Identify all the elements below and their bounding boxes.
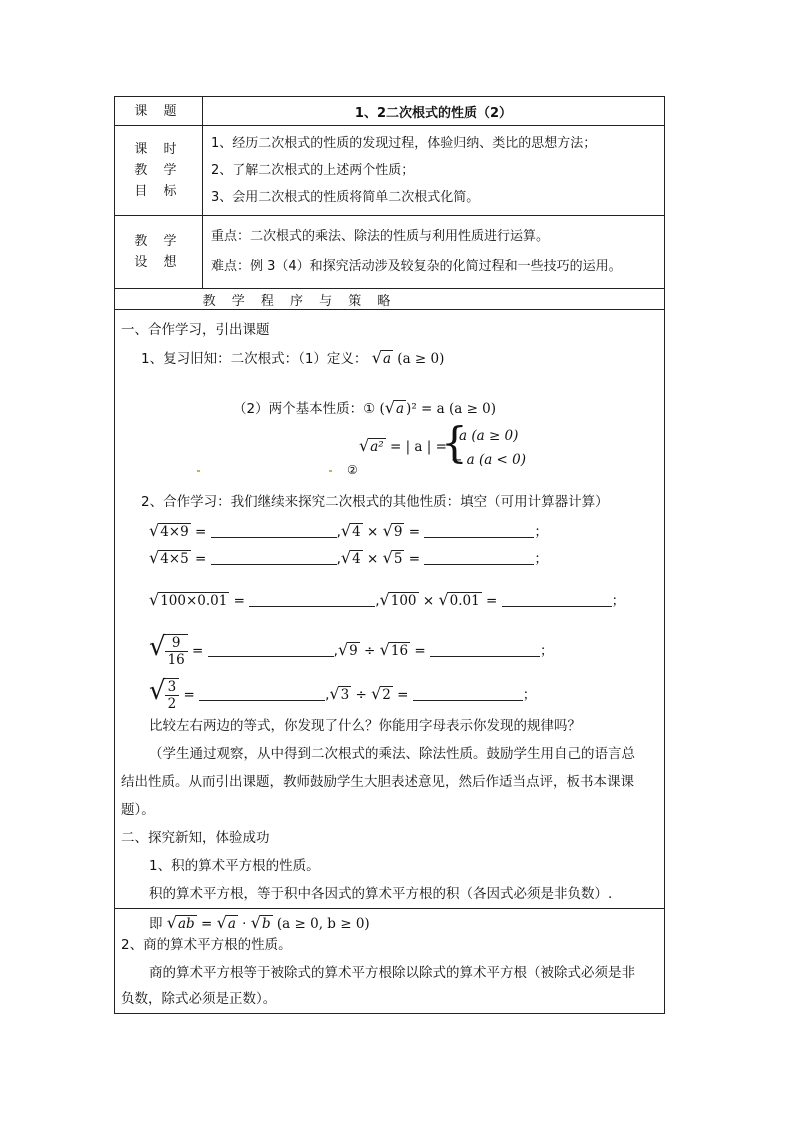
goal-item: 1、经历二次根式的性质的发现过程，体验归纳、类比的思想方法； [211,136,597,151]
lesson-title: 1、2二次根式的性质（2） [203,97,665,126]
goals-label: 课 时 教 学 目 标 [115,126,203,216]
section-row [115,289,665,310]
exercise-row-1: √4×9 = ,√4 × √9 = ； [149,521,548,540]
title-label: 课 题 [115,97,203,126]
part2-item2-desc-1: 商的算术平方根等于被除式的算术平方根除以除式的算术平方根（被除式必须是非 [149,965,635,981]
title-row [115,97,665,126]
part2-item2-desc-2: 负数，除式必须是正数）。 [121,991,277,1007]
key-point: 重点：二次根式的乘法、除法的性质与利用性质进行运算。 [211,229,550,244]
note-line-2: 结出性质。从而引出课题，教师鼓励学生大胆表述意见，然后作适当点评，板书本课课 [121,774,634,790]
design-row [115,216,665,289]
review-line: 1、复习旧知：二次根式：（1）定义： √a (a ≥ 0) [141,348,445,367]
exercise-row-4: √ $\frac{9}{16}$ = ,√9 ÷ √16 = ； [149,632,554,668]
procedure-body [115,310,665,909]
procedure-row-continued [115,909,665,1014]
exercise-row-5: √ $\frac{3}{2}$ = ,√3 ÷ √2 = ； [149,676,537,712]
section-title: 教 学 程 序 与 策 略 [115,289,665,310]
procedure-body-continued [115,909,665,1014]
exercise-row-2: √4×5 = ,√4 × √5 = ； [149,548,548,567]
design-content [203,216,665,289]
stray-mark [197,470,200,472]
part2-heading: 二、探究新知，体验成功 [121,830,270,846]
goals-list [203,126,665,216]
note-line-1: （学生通过观察，从中得到二次根式的乘法、除法性质。鼓励学生用自己的语言总 [149,746,635,762]
note-line-3: 题）。 [121,802,155,818]
design-label: 教 学 设 想 [115,216,203,289]
exercise-row-3: √100×0.01 = ,√100 × √0.01 = ； [149,590,626,609]
property-one: （2）两个基本性质：① (√a )² = a (a ≥ 0) [233,398,497,417]
part2-item1: 1、积的算术平方根的性质。 [149,858,320,874]
question-line: 比较左右两边的等式，你发现了什么？你能用字母表示你发现的规律吗？ [149,718,581,734]
lesson-plan-table [114,96,665,1014]
part2-item1-desc: 积的算术平方根，等于积中各因式的算术平方根的积（各因式必须是非负数）. [149,886,613,902]
goal-item: 3、会用二次根式的性质将简单二次根式化简。 [211,190,480,205]
case-negative: − a (a < 0) [451,452,527,468]
circle-two: ② [347,463,358,477]
procedure-row [115,310,665,909]
part1-heading: 一、合作学习，引出课题 [121,322,270,338]
part2-item2: 2、商的算术平方根的性质。 [121,937,292,953]
product-formula: 即 √ab = √a · √b (a ≥ 0, b ≥ 0) [149,913,370,932]
goal-item: 2、了解二次根式的上述两个性质； [211,163,415,178]
case-brace: { [441,418,468,467]
property-two: √a² = | a | = [359,436,447,455]
stray-mark [329,470,332,472]
goals-row [115,126,665,216]
coop-line: 2、合作学习：我们继续来探究二次根式的其他性质：填空（可用计算器计算） [141,494,609,510]
difficulty-point: 难点：例 3（4）和探究活动涉及较复杂的化简过程和一些技巧的运用。 [211,259,622,274]
case-positive: a (a ≥ 0) [459,428,519,444]
